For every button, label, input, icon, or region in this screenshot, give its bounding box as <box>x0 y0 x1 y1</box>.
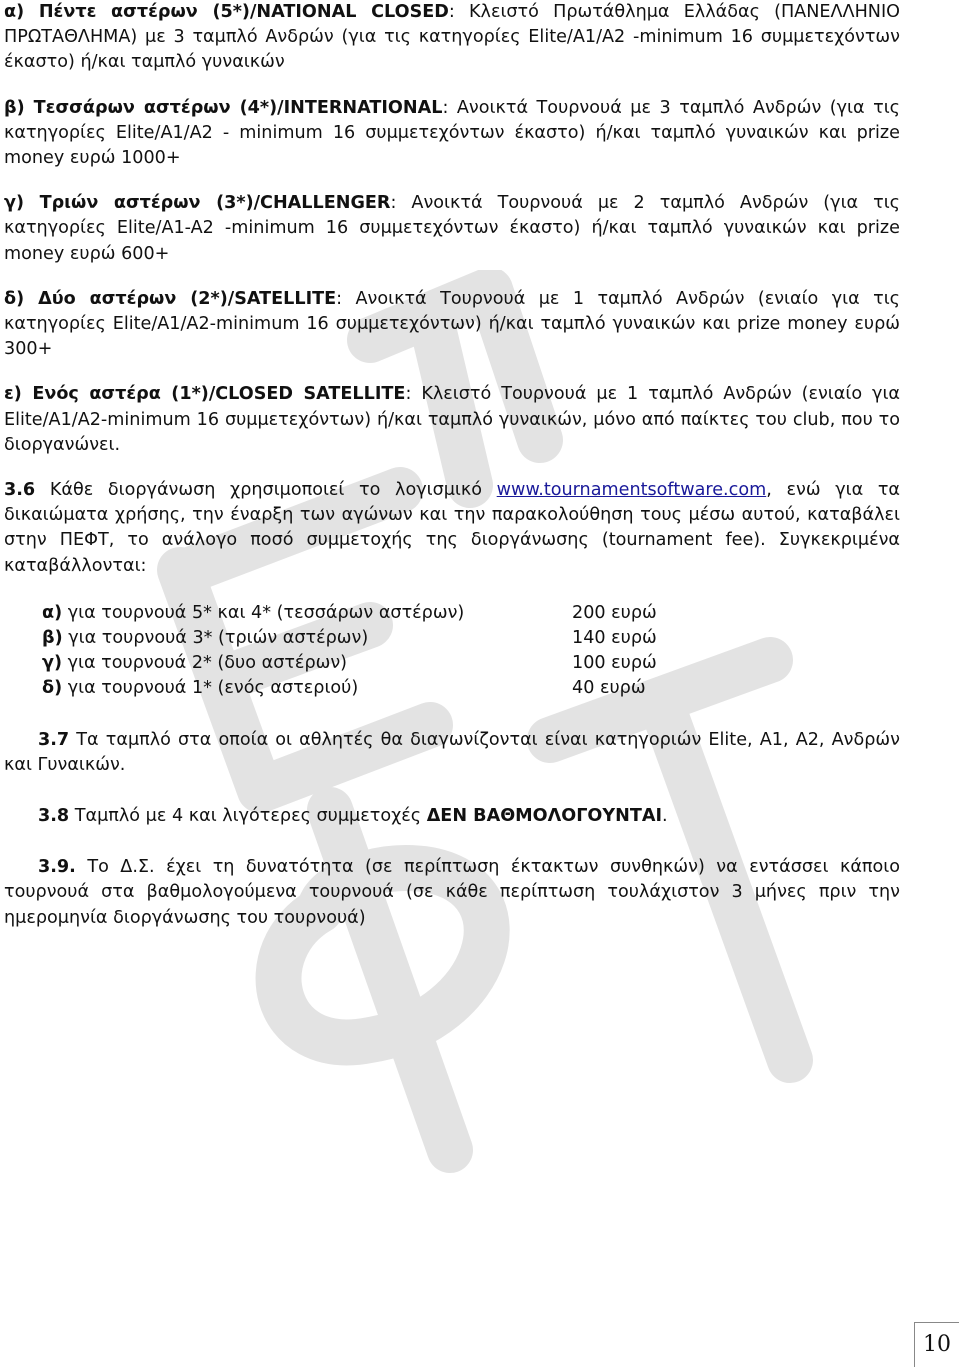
one-star-text: : Κλειστό Τουρνουά με 1 ταμπλό Ανδρών (ενιαίο για Elite/A1/A2-minimum 16 συμμετεχόντων) ή/και ταμπλό γυναικών, μόνο από παίκτες του club, που το διοργανώνει. <box>4 384 900 455</box>
three-star-text: : Ανοικτά Τουρνουά με 2 ταμπλό Ανδρών (για τις κατηγορίες Elite/A1-A2 -minimum 16 συμμετεχόντων έκαστο) ή/και ταμπλό γυναικών και prize money ευρώ 600+ <box>4 193 901 264</box>
section-3-6-number: 3.6 <box>4 480 36 501</box>
paragraph-five-star <box>4 0 900 76</box>
fee-label: για τουρνουά 1* (ενός αστεριού) <box>62 678 359 699</box>
section-3-7-number: 3.7 <box>38 729 70 750</box>
section-3-6-text-after: , ενώ για τα δικαιώματα χρήσης, την έναρξη των αγώνων και την παρακολούθηση τους μέσω αυτού, καταβάλει στην ΠΕΦΤ, το ανάλογο ποσό συμμετοχής της διοργάνωσης (tournament fee). Συγκεκριμένα καταβάλλονται: <box>4 480 901 576</box>
section-3-8-number: 3.8 <box>38 806 70 827</box>
section-3-8 <box>4 804 900 829</box>
fee-row <box>42 626 900 651</box>
fee-row <box>42 676 900 701</box>
paragraph-two-star <box>4 287 900 363</box>
four-star-label: β) Τεσσάρων αστέρων (4*)/INTERNATIONAL <box>4 97 443 118</box>
two-star-label: δ) Δύο αστέρων (2*)/SATELLITE <box>4 288 337 309</box>
paragraph-one-star <box>4 382 900 458</box>
five-star-label: α) Πέντε αστέρων (5*)/NATIONAL CLOSED <box>4 2 449 22</box>
section-3-6 <box>4 478 900 579</box>
fee-letter: γ) <box>42 653 63 674</box>
tournamentsoftware-link[interactable]: www.tournamentsoftware.com <box>496 480 767 501</box>
document-body <box>4 0 900 931</box>
section-3-9-text: Το Δ.Σ. έχει τη δυνατότητα (σε περίπτωση έκτακτων συνθηκών) να εντάσσει κάποιο τουρνουά στα βαθμολογούμενα τουρνουά (σε κάθε περίπτωση τουλάχιστον 3 μήνες πριν την ημερομηνία διοργάνωσης του τουρνουά) <box>4 857 900 928</box>
section-3-8-emphasis: ΔΕΝ ΒΑΘΜΟΛΟΓΟΥΝΤΑΙ <box>426 806 662 827</box>
fee-letter: α) <box>42 602 63 623</box>
fee-amount: 40 ευρώ <box>572 678 646 699</box>
fee-label: για τουρνουά 2* (δυο αστέρων) <box>62 653 348 674</box>
fee-letter: δ) <box>42 678 63 699</box>
page-number: 10 <box>914 1322 959 1367</box>
five-star-text: : Κλειστό Πρωτάθλημα Ελλάδας (ΠΑΝΕΛΛΗΝΙΟ ΠΡΩΤΑΘΛΗΜΑ) με 3 ταμπλό Ανδρών (για τις κατηγορίες Elite/A1/A2 -minimum 16 συμμετεχόντων έκαστο) ή/και ταμπλό γυναικών <box>4 2 900 73</box>
one-star-label: ε) Ενός αστέρα (1*)/CLOSED SATELLITE <box>4 384 406 405</box>
fee-letter: β) <box>42 628 63 649</box>
paragraph-four-star <box>4 96 900 172</box>
paragraph-three-star <box>4 191 900 267</box>
fee-list <box>42 601 900 702</box>
fee-amount: 100 ευρώ <box>572 653 657 674</box>
fee-row <box>42 651 900 676</box>
section-3-9 <box>4 855 900 931</box>
four-star-text: : Ανοικτά Τουρνουά με 3 ταμπλό Ανδρών (για τις κατηγορίες Elite/A1/A2 - minimum 16 συμμετεχόντων έκαστο) ή/και ταμπλό γυναικών και prize money ευρώ 1000+ <box>4 97 901 169</box>
three-star-label: γ) Τριών αστέρων (3*)/CHALLENGER <box>4 193 391 214</box>
section-3-8-text: Ταμπλό με 4 και λιγότερες συμμετοχές <box>69 806 427 827</box>
section-3-7-text: Τα ταμπλό στα οποία οι αθλητές θα διαγωνίζονται είναι κατηγοριών Elite, A1, A2, Ανδρών και Γυναικών. <box>4 729 900 775</box>
section-3-7 <box>4 728 900 778</box>
section-3-8-end: . <box>662 806 668 827</box>
fee-label: για τουρνουά 5* και 4* (τεσσάρων αστέρων) <box>62 602 465 623</box>
fee-amount: 140 ευρώ <box>572 628 657 649</box>
two-star-text: : Ανοικτά Τουρνουά με 1 ταμπλό Ανδρών (ενιαίο για τις κατηγορίες Elite/A1/A2-minimum 16 συμμετεχόντων) ή/και ταμπλό γυναικών και prize money ευρώ 300+ <box>4 288 900 360</box>
fee-amount: 200 ευρώ <box>572 602 657 623</box>
fee-label: για τουρνουά 3* (τριών αστέρων) <box>62 628 369 649</box>
fee-row <box>42 601 900 626</box>
section-3-9-number: 3.9. <box>38 857 76 878</box>
section-3-6-text-before: Κάθε διοργάνωση χρησιμοποιεί το λογισμικό <box>35 480 497 501</box>
